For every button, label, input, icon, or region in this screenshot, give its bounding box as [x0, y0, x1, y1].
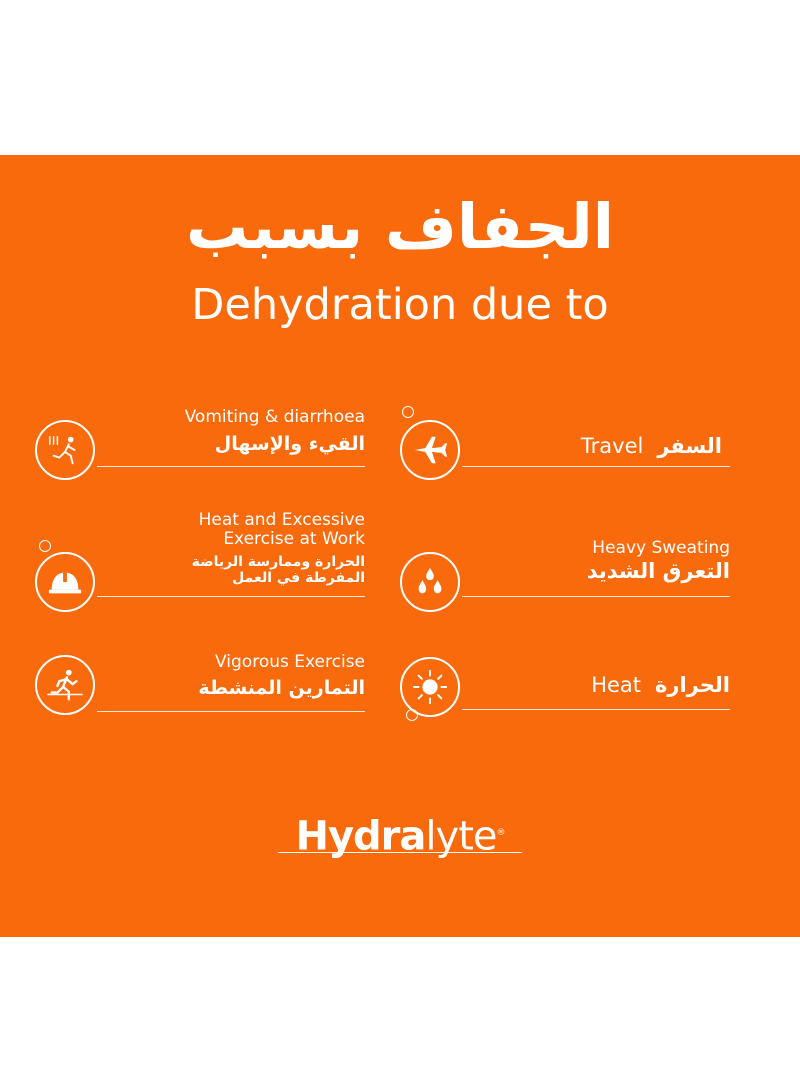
cause-vomiting	[35, 400, 365, 510]
cause-label-en: Vomiting & diarrhoea	[184, 407, 365, 427]
cause-label-ar: التعرق الشديد	[586, 559, 730, 583]
cause-label-en: Travel	[580, 434, 644, 458]
cause-label-ar: القيء والإسهال	[214, 433, 365, 455]
cause-label-ar-1: الحرارة وممارسة الرياضة	[191, 554, 365, 570]
cause-label-ar: السفر	[657, 434, 722, 458]
decorative-dot	[406, 709, 418, 721]
logo-bold: Hydra	[295, 813, 426, 860]
divider	[97, 466, 365, 467]
decorative-dot	[402, 406, 414, 418]
infographic-panel	[0, 155, 800, 937]
decorative-dot	[39, 540, 51, 552]
cause-label-en: Heavy Sweating	[592, 538, 730, 558]
hydralyte-logo	[270, 810, 530, 859]
cause-label-ar: التمارين المنشطة	[198, 677, 365, 699]
cause-vigorous-exercise	[35, 645, 365, 755]
cause-label-en: Heat	[591, 673, 642, 697]
divider	[462, 596, 730, 597]
cause-travel	[400, 400, 730, 510]
divider	[462, 709, 730, 710]
sun-icon	[400, 657, 460, 717]
logo-rule	[278, 852, 522, 853]
cause-label-en-1: Heat and Excessive	[198, 510, 365, 530]
divider	[97, 711, 365, 712]
cause-label-en: Vigorous Exercise	[215, 652, 365, 672]
toilet-running-icon	[35, 420, 95, 480]
cause-label-en-2: Exercise at Work	[223, 529, 365, 549]
cause-heavy-sweating	[400, 512, 730, 622]
title-english: Dehydration due to	[191, 280, 609, 330]
airplane-icon	[400, 420, 460, 480]
cause-heat-work	[35, 512, 365, 622]
title-arabic: الجفاف بسبب	[185, 190, 615, 263]
divider	[462, 466, 730, 467]
cause-label-ar-2: المفرطة في العمل	[232, 570, 365, 586]
divider	[97, 596, 365, 597]
hard-hat-icon	[35, 552, 95, 612]
runner-icon	[35, 655, 95, 715]
droplets-icon	[400, 552, 460, 612]
cause-label-ar: الحرارة	[655, 673, 730, 697]
logo-registered-mark: ®	[496, 828, 505, 838]
cause-heat	[400, 645, 730, 755]
logo-light: lyte	[425, 813, 497, 860]
